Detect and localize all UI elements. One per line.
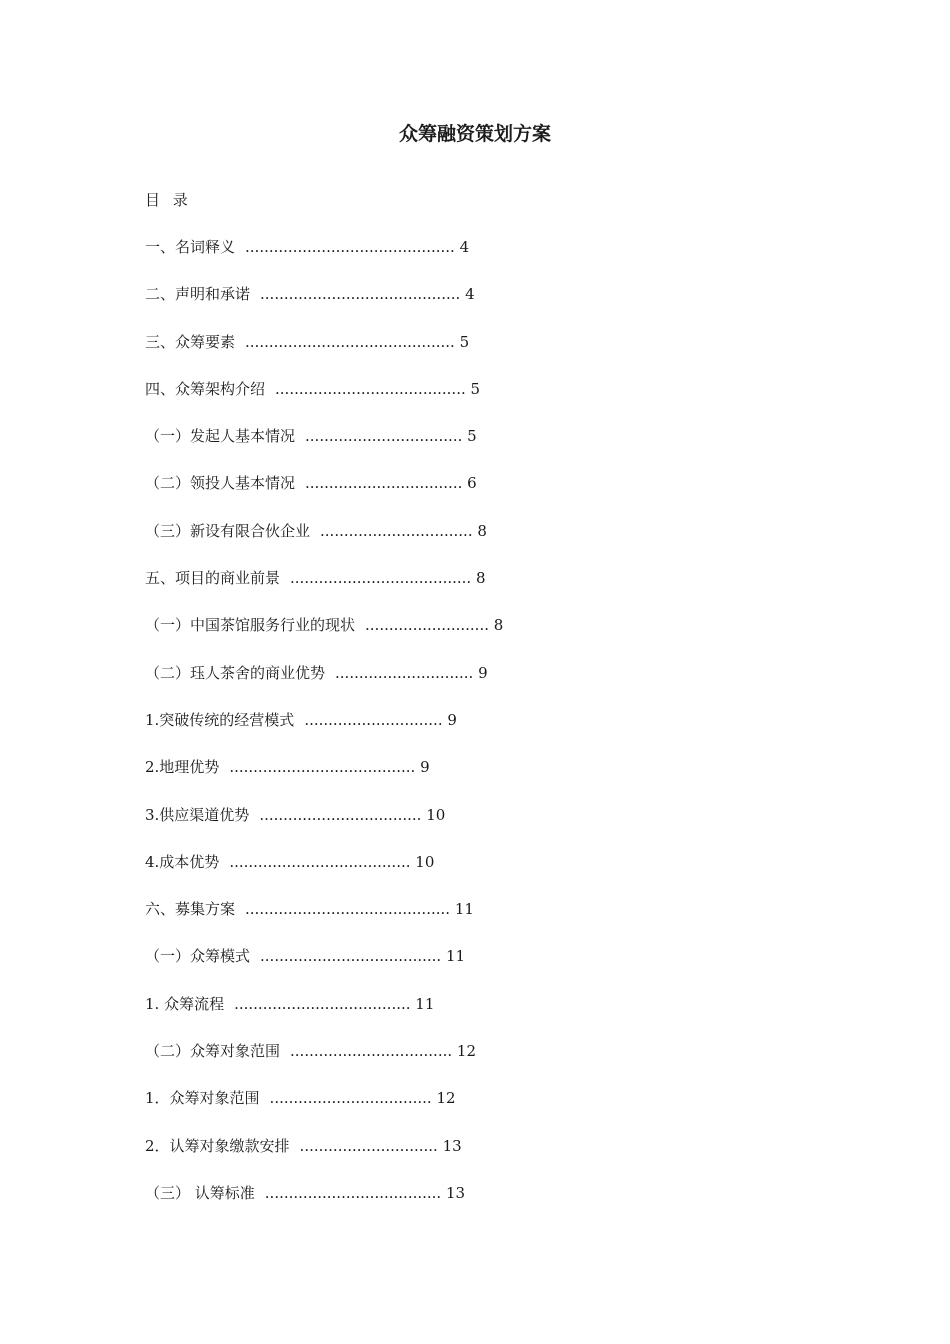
toc-item-page: 12 [456, 1042, 477, 1061]
toc-item-leader: ............................. [304, 710, 443, 729]
toc-item[interactable] [145, 709, 805, 756]
toc-item[interactable] [145, 567, 805, 614]
toc-item-label: （二）领投人基本情况 [145, 474, 296, 493]
toc-item-leader: ................................ [320, 521, 473, 540]
toc-item[interactable] [145, 425, 805, 472]
toc-item-label: （二）众筹对象范围 [145, 1042, 281, 1061]
toc-item-label: （二）珏人茶舍的商业优势 [145, 663, 326, 682]
toc-item-label: 二、声明和承诺 [145, 285, 251, 304]
toc-item[interactable] [145, 1135, 805, 1182]
toc-item[interactable] [145, 662, 805, 709]
toc-item-page: 9 [478, 663, 488, 682]
toc-item[interactable] [145, 1182, 805, 1229]
toc-item-label: 五、项目的商业前景 [145, 569, 281, 588]
toc-item-page: 5 [467, 427, 477, 446]
toc-item-leader: ............................................ [245, 238, 455, 256]
toc-item-page: 5 [459, 332, 470, 351]
toc-item[interactable] [145, 614, 805, 661]
toc-item[interactable] [145, 331, 805, 378]
toc-item-page: 5 [470, 379, 481, 398]
toc-item-label: 2.地理优势 [145, 758, 220, 777]
toc-item-leader: ...................................... [290, 569, 472, 588]
toc-item-page: 9 [447, 710, 457, 729]
toc-item-leader: ..................................... [234, 994, 411, 1013]
toc-item-leader: ............................. [299, 1136, 438, 1155]
toc-item[interactable] [145, 1087, 805, 1134]
toc-item-leader: ..................................... [264, 1183, 442, 1202]
toc-item-page: 8 [477, 521, 487, 540]
toc-item[interactable] [145, 283, 805, 330]
toc-item-page: 11 [415, 994, 435, 1013]
toc-item[interactable] [145, 472, 805, 519]
toc-item[interactable] [145, 945, 805, 992]
toc-item-label: 4.成本优势 [145, 852, 220, 871]
toc-item-page: 13 [442, 1136, 462, 1155]
toc-item-page: 8 [475, 569, 486, 588]
toc-item-page: 9 [420, 758, 430, 777]
toc-item[interactable] [145, 520, 805, 567]
toc-item-leader: .................................. [269, 1089, 432, 1108]
toc-item-page: 4 [465, 285, 475, 304]
toc-item-leader: ................................. [305, 474, 463, 493]
toc-item[interactable] [145, 1040, 805, 1087]
toc-item[interactable] [145, 378, 805, 425]
toc-item[interactable] [145, 236, 805, 283]
toc-item-label: （三） 认筹标准 [145, 1183, 255, 1202]
toc-heading: 目 录 [145, 191, 192, 209]
toc-item-page: 11 [454, 900, 474, 919]
toc-item-leader: .......................... [365, 616, 489, 635]
toc-item-leader: ...................................... [260, 947, 442, 966]
toc-item-page: 10 [415, 852, 435, 871]
toc-item-page: 11 [445, 947, 466, 966]
toc-item[interactable] [145, 898, 805, 945]
toc-item[interactable] [145, 851, 805, 898]
table-of-contents [145, 236, 805, 1229]
toc-item-leader: ...................................... [229, 852, 411, 871]
toc-item-page: 12 [436, 1089, 456, 1108]
toc-item-label: 三、众筹要素 [145, 332, 236, 351]
page-title: 众筹融资策划方案 [398, 123, 551, 145]
toc-item-label: （一）众筹模式 [145, 947, 251, 966]
toc-item-label: 四、众筹架构介绍 [145, 379, 266, 398]
toc-item-label: （一）发起人基本情况 [145, 427, 296, 446]
toc-item-page: 4 [459, 238, 470, 256]
toc-item-leader: ........................................... [245, 900, 451, 919]
toc-item-label: 1.突破传统的经营模式 [145, 710, 295, 729]
toc-item-leader: ................................. [305, 427, 463, 446]
toc-item-label: 1．众筹对象范围 [145, 1089, 260, 1108]
toc-item-page: 6 [467, 474, 477, 493]
toc-item-label: 一、名词释义 [145, 238, 236, 256]
toc-item-label: （三）新设有限合伙企业 [145, 521, 311, 540]
toc-item-leader: .................................. [290, 1042, 453, 1061]
toc-item-page: 13 [445, 1183, 466, 1202]
toc-item[interactable] [145, 756, 805, 803]
toc-item-page: 8 [493, 616, 504, 635]
toc-item-label: 六、募集方案 [145, 900, 236, 919]
toc-item-leader: ............................................ [245, 332, 455, 351]
toc-item-leader: ............................. [335, 663, 474, 682]
toc-item[interactable] [145, 804, 805, 851]
toc-item-leader: ....................................... [229, 758, 416, 777]
toc-item-label: （一）中国茶馆服务行业的现状 [145, 616, 356, 635]
toc-item-page: 10 [426, 805, 446, 824]
toc-item-label: 2．认筹对象缴款安排 [145, 1136, 290, 1155]
toc-item-leader: ........................................ [275, 379, 466, 398]
toc-item-label: 3.供应渠道优势 [145, 805, 250, 824]
toc-item[interactable] [145, 993, 805, 1040]
toc-item-leader: .................................. [259, 805, 422, 824]
toc-item-leader: .......................................... [260, 285, 461, 304]
toc-item-label: 1. 众筹流程 [145, 994, 225, 1013]
